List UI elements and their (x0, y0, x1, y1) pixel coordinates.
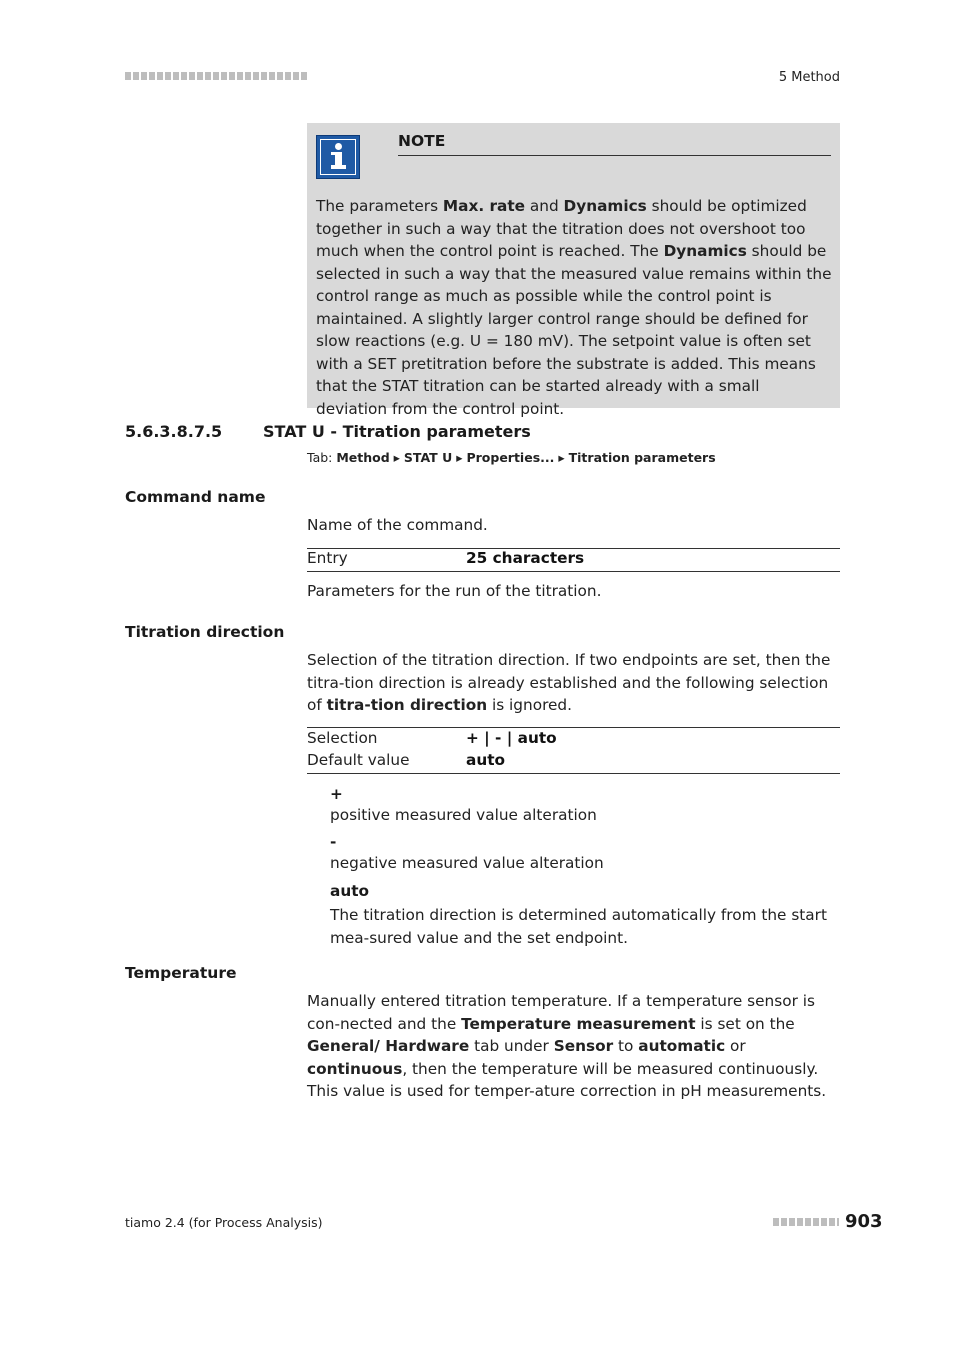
table-rule-bottom (307, 773, 840, 774)
table-rule-top (307, 727, 840, 728)
titration-direction-desc: Selection of the titration direction. If two endpoints are set, then the titra-tion direction is already established and the following selection of titra-tion direction is ignored. (307, 651, 831, 714)
param-command-name: Command name (125, 488, 266, 506)
section-number: 5.6.3.8.7.5 (125, 422, 223, 441)
option-auto-desc: The titration direction is determined automatically from the start mea-sured value and the set endpoint. (330, 906, 827, 947)
entry-key: Entry (307, 549, 348, 567)
header-decoration (125, 72, 307, 80)
option-plus-desc: positive measured value alteration (330, 806, 597, 824)
selection-value: + | - | auto (466, 729, 557, 747)
default-key: Default value (307, 751, 410, 769)
param-titration-direction: Titration direction (125, 623, 285, 641)
footer-decoration (773, 1218, 839, 1226)
crumb-stat-u: STAT U (403, 450, 453, 465)
crumb-properties: Properties... (466, 450, 555, 465)
crumb-method: Method (336, 450, 390, 465)
crumb-titration-parameters: Titration parameters (568, 450, 716, 465)
selection-key: Selection (307, 729, 378, 747)
chapter-label: 5 Method (778, 70, 840, 85)
default-value: auto (466, 751, 506, 769)
command-name-desc: Name of the command. (307, 516, 488, 534)
option-minus-desc: negative measured value alteration (330, 854, 604, 872)
section-title: STAT U - Titration parameters (263, 422, 531, 441)
option-minus-key: - (330, 833, 337, 851)
note-divider (398, 155, 831, 156)
param-temperature: Temperature (125, 964, 237, 982)
option-plus-key: + (330, 785, 343, 803)
entry-value: 25 characters (466, 549, 585, 567)
breadcrumb: Tab: Method ▸ STAT U ▸ Properties... ▸ Titration parameters (307, 450, 716, 465)
footer-product: tiamo 2.4 (for Process Analysis) (125, 1215, 323, 1230)
temperature-desc: Manually entered titration temperature. If a temperature sensor is con-nected and the Temperature measurement is set on the General/ Hardware tab under Sensor to automatic or continuous, then the temperature will be measured continuously. This value is used for temper-ature correction in pH measurements. (307, 992, 827, 1100)
note-title: NOTE (398, 132, 446, 150)
table-rule-bottom (307, 571, 840, 572)
note-text: The parameters Max. rate and Dynamics should be optimized together in such a way that the titration does not overshoot too much when the control point is reached. The Dynamics should be selected in such a way that the measured value remains within the control range as much as possible while the control point is maintained. A slightly larger control range should be defined for slow reactions (e.g. U = 180 mV). The setpoint value is often set with a SET pretitration before the substrate is added. This means that the STAT titration can be started already with a small deviation from the control point. (316, 197, 832, 418)
option-auto-key: auto (330, 882, 370, 900)
command-name-after: Parameters for the run of the titration. (307, 582, 602, 600)
page-number: 903 (845, 1211, 883, 1232)
info-icon (316, 135, 360, 179)
